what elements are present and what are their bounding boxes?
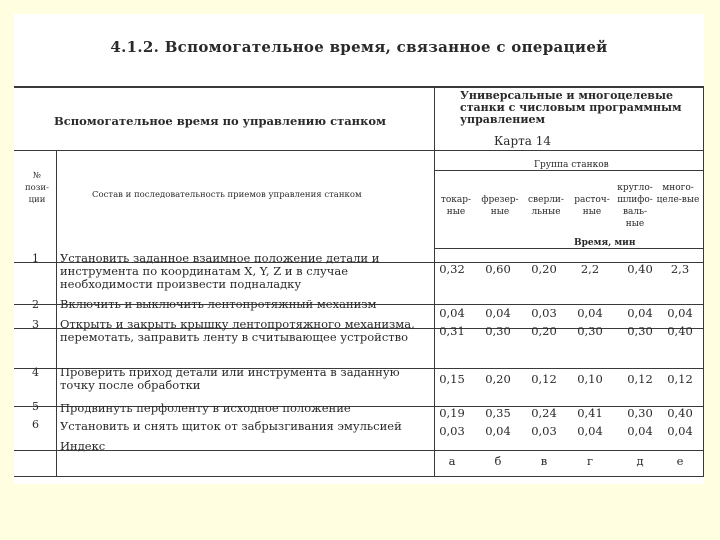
machine-group-boring: расточ-ные — [574, 195, 610, 217]
operation-text: Установить заданное взаимное положение детали и инструмента по координатам X, Y, Z и в случае необходимости произвести подналадку — [60, 251, 380, 291]
index-cell: е — [676, 454, 684, 468]
value-cell: 0,12 — [627, 372, 653, 386]
header-right-title: Универсальные и многоцелевые станки с числовым программным управлением — [460, 89, 682, 126]
time-unit-label: Время, мин — [574, 238, 636, 248]
row-number: 3 — [32, 318, 39, 331]
machine-group-milling: фрезер-ные — [481, 195, 519, 217]
row-number: 4 — [32, 366, 39, 379]
index-cell: д — [636, 454, 644, 468]
operation-text: Проверить приход детали или инструмента в заданную точку после обработки — [60, 365, 400, 392]
value-cell: 0,04 — [577, 306, 603, 320]
value-cell: 0,30 — [627, 324, 653, 338]
value-cell: 0,04 — [667, 424, 693, 438]
value-cell: 0,04 — [667, 306, 693, 320]
value-cell: 2,3 — [670, 262, 690, 276]
document-page — [14, 14, 704, 484]
value-cell: 0,04 — [627, 424, 653, 438]
right-border — [703, 86, 704, 476]
index-cell: б — [494, 454, 502, 468]
operation-text: Установить и снять щиток от забрызгивания эмульсией — [60, 419, 402, 433]
page-title: 4.1.2. Вспомогательное время, связанное с операцией — [110, 38, 608, 56]
value-cell: 0,04 — [485, 306, 511, 320]
row-number: 1 — [32, 252, 39, 265]
row-number: 2 — [32, 298, 39, 311]
value-cell: 0,32 — [439, 262, 465, 276]
index-cell: а — [448, 454, 456, 468]
value-cell: 0,40 — [627, 262, 653, 276]
value-cell: 0,41 — [577, 406, 603, 420]
value-cell: 0,12 — [531, 372, 557, 386]
machine-group-turning: токар-ные — [440, 195, 472, 217]
header-left-title: Вспомогательное время по управлению станком — [54, 114, 387, 128]
value-cell: 0,40 — [667, 324, 693, 338]
value-cell: 0,30 — [577, 324, 603, 338]
value-cell: 0,19 — [439, 406, 465, 420]
value-cell: 0,12 — [667, 372, 693, 386]
machine-group-multipurpose: много-целе-вые — [656, 183, 700, 205]
position-number-header: № пози-ции — [25, 171, 49, 205]
value-cell: 0,03 — [531, 424, 557, 438]
value-cell: 0,20 — [531, 324, 557, 338]
value-cell: 0,60 — [485, 262, 511, 276]
value-cell: 0,04 — [627, 306, 653, 320]
value-cell: 0,40 — [667, 406, 693, 420]
value-cell: 0,20 — [485, 372, 511, 386]
value-cell: 0,04 — [577, 424, 603, 438]
operation-text: Открыть и закрыть крышку лентопротяжного механизма, перемотать, заправить ленту в считывающее устройство — [60, 317, 415, 344]
num-col-divider — [56, 150, 57, 476]
value-cell: 0,30 — [627, 406, 653, 420]
value-cell: 0,30 — [485, 324, 511, 338]
row-number: 5 — [32, 400, 39, 413]
row-number: 6 — [32, 418, 39, 431]
bottom-rule — [14, 476, 704, 477]
operation-text: Включить и выключить лентопротяжный механизм — [60, 297, 377, 311]
value-cell: 0,03 — [531, 306, 557, 320]
group-rule — [434, 170, 704, 171]
value-cell: 0,24 — [531, 406, 557, 420]
machine-group-drilling: сверли-льные — [528, 195, 564, 217]
value-cell: 0,15 — [439, 372, 465, 386]
value-cell: 0,03 — [439, 424, 465, 438]
index-cell: в — [540, 454, 548, 468]
value-cell: 0,04 — [485, 424, 511, 438]
index-label: Индекс — [60, 439, 106, 453]
header-mid-rule — [14, 150, 704, 151]
group-label: Группа станков — [534, 160, 609, 170]
index-cell: г — [586, 454, 594, 468]
value-cell: 0,31 — [439, 324, 465, 338]
value-cell: 0,10 — [577, 372, 603, 386]
header-top-rule — [14, 86, 704, 88]
machine-group-grinding: кругло-шлифо-валь-ные — [617, 183, 653, 229]
time-rule — [434, 248, 704, 249]
operation-text: Продвинуть перфоленту в исходное положение — [60, 401, 351, 415]
value-cell: 2,2 — [580, 262, 600, 276]
card-number: Карта 14 — [494, 134, 551, 148]
value-cell: 0,20 — [531, 262, 557, 276]
value-cell: 0,04 — [439, 306, 465, 320]
value-cell: 0,35 — [485, 406, 511, 420]
content-column-header: Состав и последовательность приемов управления станком — [92, 190, 362, 200]
